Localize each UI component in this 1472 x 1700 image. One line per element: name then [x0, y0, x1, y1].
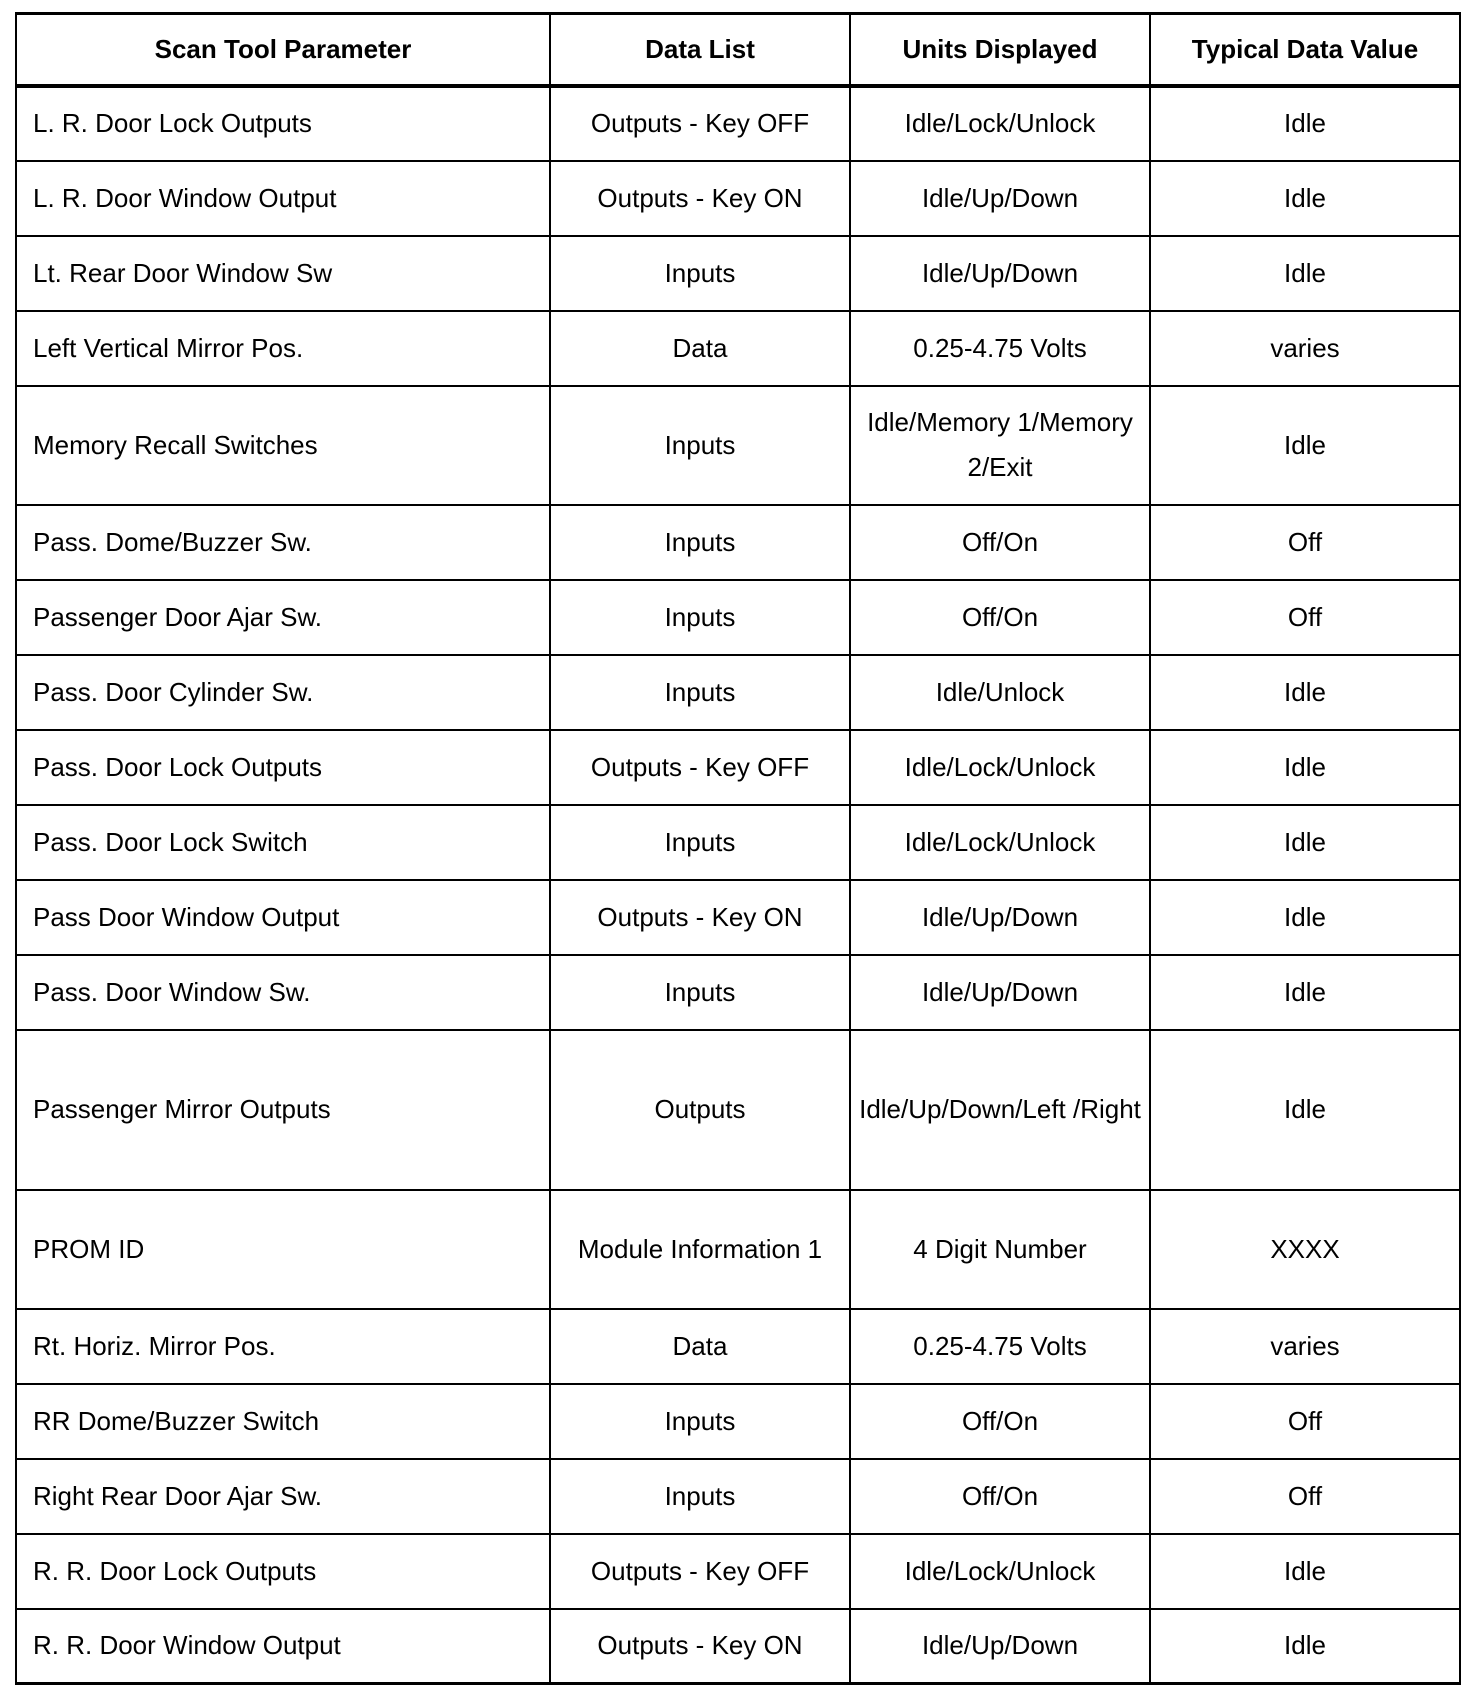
- table-row: [16, 880, 1460, 955]
- cell-typical-value: Idle: [1150, 730, 1460, 805]
- cell-units: Idle/Up/Down: [850, 880, 1150, 955]
- cell-units: Idle/Up/Down/Left /Right: [850, 1030, 1150, 1190]
- table-row: [16, 505, 1460, 580]
- table-row: [16, 805, 1460, 880]
- table-row: [16, 1190, 1460, 1309]
- table-row: [16, 1609, 1460, 1684]
- cell-parameter: Pass. Door Lock Outputs: [16, 730, 550, 805]
- cell-parameter: L. R. Door Window Output: [16, 161, 550, 236]
- cell-parameter: Rt. Horiz. Mirror Pos.: [16, 1309, 550, 1384]
- cell-typical-value: Idle: [1150, 1030, 1460, 1190]
- table-row: [16, 955, 1460, 1030]
- cell-parameter: PROM ID: [16, 1190, 550, 1309]
- cell-data-list: Outputs - Key OFF: [550, 1534, 850, 1609]
- cell-units: Idle/Lock/Unlock: [850, 1534, 1150, 1609]
- header-typical-data-value: Typical Data Value: [1150, 14, 1460, 86]
- header-scan-tool-parameter: Scan Tool Parameter: [16, 14, 550, 86]
- cell-data-list: Inputs: [550, 805, 850, 880]
- header-units-displayed: Units Displayed: [850, 14, 1150, 86]
- cell-data-list: Outputs - Key OFF: [550, 730, 850, 805]
- cell-parameter: L. R. Door Lock Outputs: [16, 86, 550, 161]
- cell-data-list: Inputs: [550, 236, 850, 311]
- cell-data-list: Inputs: [550, 1459, 850, 1534]
- header-data-list: Data List: [550, 14, 850, 86]
- cell-units: Off/On: [850, 1384, 1150, 1459]
- cell-typical-value: XXXX: [1150, 1190, 1460, 1309]
- table-row: [16, 730, 1460, 805]
- cell-typical-value: Idle: [1150, 955, 1460, 1030]
- cell-data-list: Data: [550, 1309, 850, 1384]
- table-row: [16, 86, 1460, 161]
- table-row: [16, 1534, 1460, 1609]
- cell-parameter: Passenger Mirror Outputs: [16, 1030, 550, 1190]
- cell-typical-value: Off: [1150, 1384, 1460, 1459]
- cell-parameter: RR Dome/Buzzer Switch: [16, 1384, 550, 1459]
- table-row: [16, 1384, 1460, 1459]
- cell-parameter: Right Rear Door Ajar Sw.: [16, 1459, 550, 1534]
- cell-parameter: Passenger Door Ajar Sw.: [16, 580, 550, 655]
- cell-typical-value: Idle: [1150, 655, 1460, 730]
- table-row: [16, 1030, 1460, 1190]
- cell-units: 0.25-4.75 Volts: [850, 311, 1150, 386]
- cell-data-list: Inputs: [550, 386, 850, 505]
- cell-parameter: Lt. Rear Door Window Sw: [16, 236, 550, 311]
- cell-data-list: Data: [550, 311, 850, 386]
- cell-parameter: Memory Recall Switches: [16, 386, 550, 505]
- cell-units: Off/On: [850, 1459, 1150, 1534]
- cell-typical-value: Idle: [1150, 1534, 1460, 1609]
- cell-units: Idle/Up/Down: [850, 236, 1150, 311]
- cell-typical-value: Idle: [1150, 1609, 1460, 1684]
- cell-typical-value: Idle: [1150, 805, 1460, 880]
- table-header: [16, 14, 1460, 86]
- cell-parameter: Left Vertical Mirror Pos.: [16, 311, 550, 386]
- cell-units: 0.25-4.75 Volts: [850, 1309, 1150, 1384]
- table-row: [16, 655, 1460, 730]
- cell-data-list: Outputs - Key OFF: [550, 86, 850, 161]
- cell-typical-value: Idle: [1150, 386, 1460, 505]
- cell-typical-value: Off: [1150, 1459, 1460, 1534]
- cell-typical-value: varies: [1150, 1309, 1460, 1384]
- cell-data-list: Outputs - Key ON: [550, 1609, 850, 1684]
- table-row: [16, 311, 1460, 386]
- cell-units: Idle/Lock/Unlock: [850, 86, 1150, 161]
- cell-units: Off/On: [850, 505, 1150, 580]
- scan-tool-data-table-container: [15, 12, 1459, 1685]
- table-body: [16, 86, 1460, 1684]
- cell-typical-value: Off: [1150, 505, 1460, 580]
- cell-units: Idle/Up/Down: [850, 161, 1150, 236]
- cell-data-list: Outputs - Key ON: [550, 161, 850, 236]
- cell-units: Idle/Up/Down: [850, 1609, 1150, 1684]
- cell-data-list: Inputs: [550, 505, 850, 580]
- cell-units: Idle/Memory 1/Memory 2/Exit: [850, 386, 1150, 505]
- cell-typical-value: Idle: [1150, 86, 1460, 161]
- cell-units: Idle/Lock/Unlock: [850, 730, 1150, 805]
- cell-data-list: Inputs: [550, 655, 850, 730]
- cell-data-list: Outputs - Key ON: [550, 880, 850, 955]
- table-row: [16, 1309, 1460, 1384]
- cell-units: 4 Digit Number: [850, 1190, 1150, 1309]
- cell-data-list: Inputs: [550, 580, 850, 655]
- cell-units: Idle/Up/Down: [850, 955, 1150, 1030]
- cell-typical-value: Off: [1150, 580, 1460, 655]
- cell-units: Idle/Unlock: [850, 655, 1150, 730]
- scan-tool-data-table: [15, 12, 1461, 1685]
- table-row: [16, 236, 1460, 311]
- cell-typical-value: Idle: [1150, 161, 1460, 236]
- cell-typical-value: varies: [1150, 311, 1460, 386]
- cell-typical-value: Idle: [1150, 236, 1460, 311]
- cell-parameter: R. R. Door Window Output: [16, 1609, 550, 1684]
- table-row: [16, 161, 1460, 236]
- cell-data-list: Module Information 1: [550, 1190, 850, 1309]
- cell-data-list: Inputs: [550, 955, 850, 1030]
- cell-parameter: Pass. Door Cylinder Sw.: [16, 655, 550, 730]
- cell-parameter: Pass. Dome/Buzzer Sw.: [16, 505, 550, 580]
- cell-parameter: Pass Door Window Output: [16, 880, 550, 955]
- table-row: [16, 386, 1460, 505]
- cell-parameter: Pass. Door Window Sw.: [16, 955, 550, 1030]
- cell-units: Idle/Lock/Unlock: [850, 805, 1150, 880]
- cell-parameter: R. R. Door Lock Outputs: [16, 1534, 550, 1609]
- cell-units: Off/On: [850, 580, 1150, 655]
- cell-data-list: Inputs: [550, 1384, 850, 1459]
- cell-data-list: Outputs: [550, 1030, 850, 1190]
- header-row: [16, 14, 1460, 86]
- table-row: [16, 580, 1460, 655]
- cell-typical-value: Idle: [1150, 880, 1460, 955]
- cell-parameter: Pass. Door Lock Switch: [16, 805, 550, 880]
- table-row: [16, 1459, 1460, 1534]
